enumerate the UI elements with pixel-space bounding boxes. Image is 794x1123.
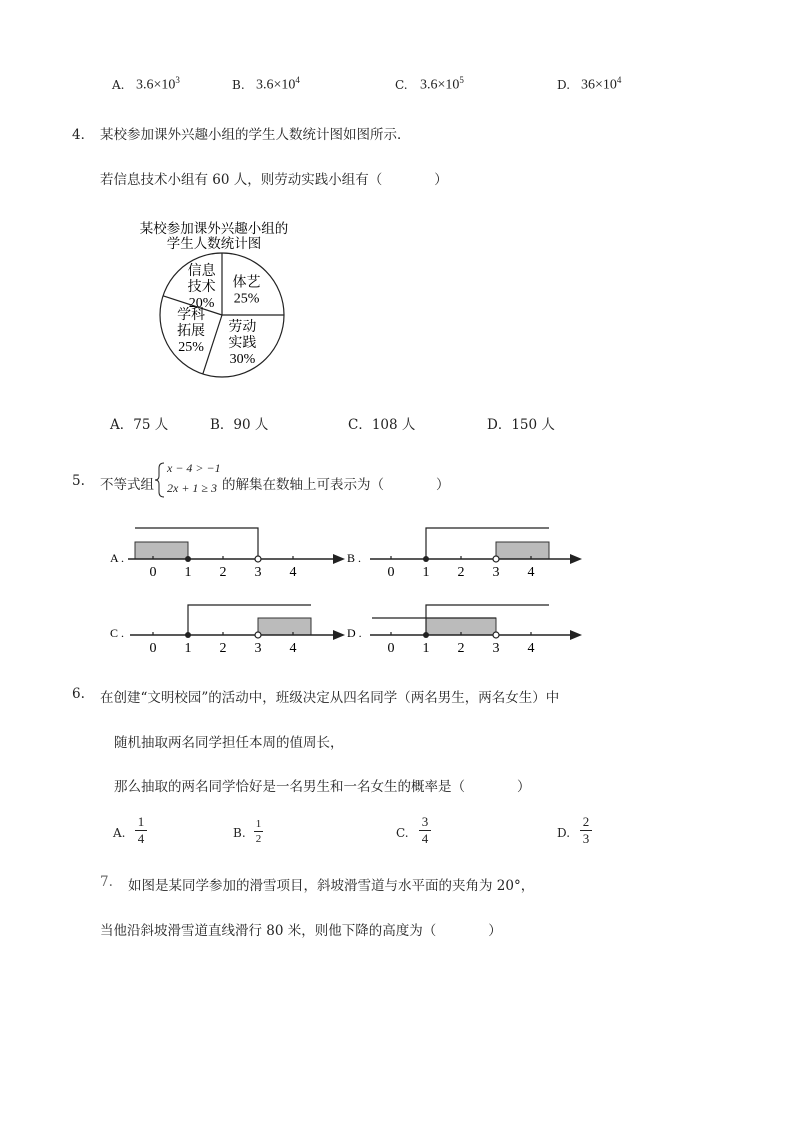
svg-text:0: 0 [387, 641, 395, 656]
svg-text:2: 2 [457, 641, 465, 656]
number-line-c-label: C . [110, 626, 125, 640]
pie-slice-pct-3: 20% [188, 295, 215, 311]
q4-option-a: A．75 人 [110, 417, 169, 433]
chart-title-line1: 某校参加课外兴趣小组的 [139, 221, 289, 236]
q6-number: 6. [72, 686, 85, 702]
pie-slice-pct-1: 30% [229, 352, 256, 368]
q5-inequality-1: x − 4 > −1 [167, 461, 221, 475]
pie-slice-label-0: 体艺 [232, 275, 261, 291]
svg-text:2: 2 [457, 565, 465, 580]
q6-stem-line3: 那么抽取的两名同学恰好是一名男生和一名女生的概率是（ ） [114, 779, 531, 795]
q4-stem-line1: 某校参加课外兴趣小组的学生人数统计图如图所示． [100, 127, 411, 143]
q3-option-a-letter: A. [112, 78, 125, 92]
pie-slice-pct-0: 25% [233, 291, 260, 307]
q3-option-d-letter: D. [557, 78, 571, 92]
q6-option-c-letter: C. [396, 826, 409, 840]
q4-number: 4． [72, 127, 95, 143]
pie-slice-label-1: 实践 [228, 336, 257, 352]
number-lines [100, 520, 600, 660]
number-line-a-label: A . [110, 551, 125, 565]
svg-text:1: 1 [422, 565, 430, 580]
q5-suffix: 的解集在数轴上可表示为（ ） [222, 477, 450, 493]
q6-stem-line2: 随机抽取两名同学担任本周的值周长， [114, 735, 344, 751]
svg-text:4: 4 [527, 565, 535, 580]
q6-option-a-letter: A. [113, 826, 126, 840]
pie-slice-label-3: 技术 [187, 279, 216, 295]
svg-text:0: 0 [149, 641, 157, 656]
q6-option-a-fraction: 1 4 [135, 815, 147, 847]
q5-inequality-2: 2x + 1 ≥ 3 [167, 481, 218, 495]
pie-slice-label-3: 信息 [187, 263, 216, 279]
pie-slice-label-2: 学科 [177, 307, 206, 323]
svg-text:0: 0 [149, 565, 157, 580]
svg-text:0: 0 [387, 565, 395, 580]
svg-text:3: 3 [254, 565, 262, 580]
svg-text:1: 1 [184, 565, 192, 580]
pie-slice-pct-2: 25% [178, 339, 204, 355]
svg-text:2: 2 [219, 565, 227, 580]
q3-option-c-value: $3.6\times 10^5$ [420, 75, 464, 93]
number-line-b-label: B . [347, 551, 362, 565]
chart-title-line2: 学生人数统计图 [166, 236, 262, 251]
svg-text:4: 4 [527, 641, 535, 656]
q3-option-b-letter: B. [232, 78, 245, 92]
q3-option-a-value: $3.6\times 10^3$ [136, 75, 180, 93]
q4-option-b: B．90 人 [210, 417, 269, 433]
svg-text:4: 4 [289, 641, 297, 656]
q3-option-c-letter: C. [395, 78, 408, 92]
svg-text:3: 3 [492, 565, 500, 580]
svg-text:1: 1 [422, 641, 430, 656]
q7-stem-line2: 当他沿斜坡滑雪道直线滑行 80 米，则他下降的高度为（ ） [100, 923, 502, 939]
q6-option-d-fraction: 2 3 [580, 815, 592, 847]
q6-option-b-fraction: 1 2 [255, 818, 262, 846]
number-line-d [347, 605, 582, 656]
q6-option-c-fraction: 3 4 [419, 815, 431, 847]
q4-stem-line2: 若信息技术小组有 60 人，则劳动实践小组有（ ） [100, 172, 448, 188]
svg-text:2: 2 [219, 641, 227, 656]
q3-option-d-value: $36\times 10^4$ [581, 75, 622, 93]
q5-number: 5. [72, 473, 85, 489]
svg-text:4: 4 [289, 565, 297, 580]
q7-number: 7. [100, 874, 113, 890]
q3-option-b-value: $3.6\times 10^4$ [256, 75, 300, 93]
pie-chart [130, 212, 330, 387]
q5-prefix: 不等式组 [100, 477, 154, 493]
q4-option-d: D．150 人 [487, 417, 555, 433]
number-line-a [110, 528, 345, 580]
q6-stem-line1: 在创建“文明校园”的活动中，班级决定从四名同学（两名男生，两名女生）中 [100, 690, 560, 706]
pie-slice-label-2: 拓展 [177, 323, 206, 339]
q6-option-b-letter: B. [233, 826, 246, 840]
left-brace-icon [154, 462, 166, 498]
number-line-d-label: D . [347, 626, 362, 640]
q7-stem-line1: 如图是某同学参加的滑雪项目，斜坡滑雪道与水平面的夹角为 20°， [128, 878, 535, 894]
number-line-b [347, 528, 582, 580]
q6-option-d-letter: D. [557, 826, 571, 840]
q4-option-c: C．108 人 [348, 417, 416, 433]
pie-slice-label-1: 劳动 [228, 320, 257, 336]
number-line-c [110, 605, 345, 656]
svg-text:3: 3 [254, 641, 262, 656]
svg-text:1: 1 [184, 641, 192, 656]
svg-text:3: 3 [492, 641, 500, 656]
